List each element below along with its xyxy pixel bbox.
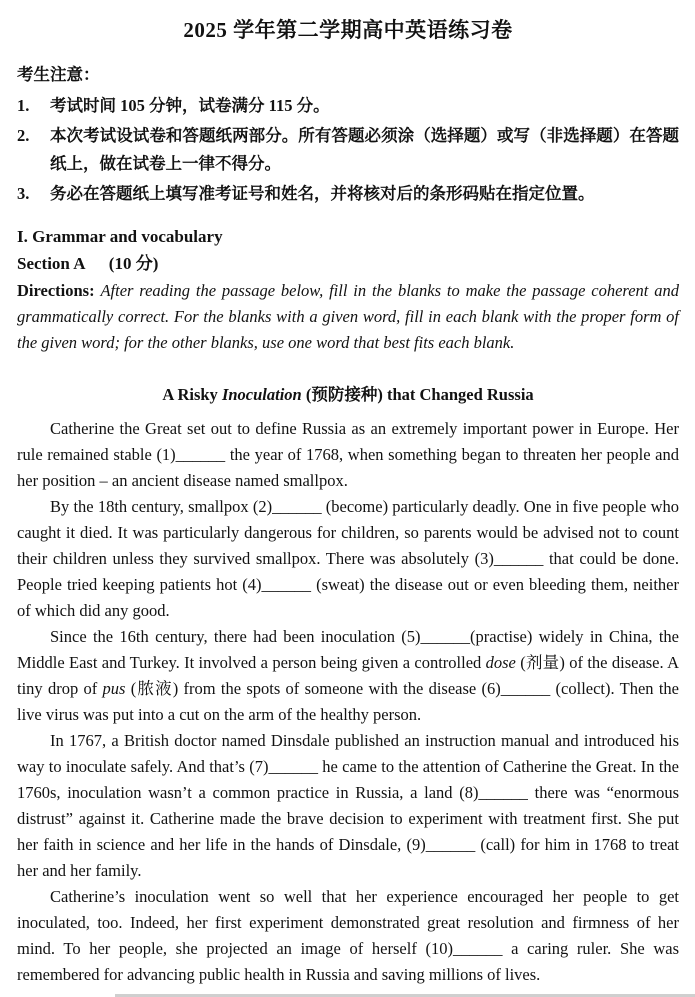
passage: [17, 384, 679, 988]
section-a-heading: [17, 252, 679, 276]
notice-item-number: 1.: [17, 96, 30, 115]
part-heading: I. Grammar and vocabulary: [17, 227, 223, 246]
notice-item-text: 考试时间 105 分钟，试卷满分 115 分。: [50, 96, 330, 115]
notice-item-number: 2.: [17, 126, 30, 145]
notice-item-text: 务必在答题纸上填写准考证号和姓名，并将核对后的条形码贴在指定位置。: [50, 184, 595, 203]
notice-item-1: [17, 92, 679, 120]
notice-section: [17, 62, 679, 208]
passage-title-pre: A Risky: [162, 385, 222, 404]
passage-paragraph-1: Catherine the Great set out to define Russia as an extremely important power in Europe. Her rule remained stable (1)______ the year of 1768, when something began to threaten her people and her position – an ancient disease named smallpox.: [17, 419, 679, 490]
page-title: 2025 学年第二学期高中英语练习卷: [183, 18, 513, 42]
section-a-label: Section A: [17, 254, 85, 273]
passage-title-post: (预防接种) that Changed Russia: [301, 385, 534, 404]
passage-title: [17, 384, 679, 406]
directions: [17, 278, 679, 356]
notice-item-text: 本次考试设试卷和答题纸两部分。所有答题必须涂（选择题）或写（非选择题）在答题纸上，做在试卷上一律不得分。: [50, 126, 679, 173]
notice-heading: 考生注意：: [17, 65, 100, 84]
notice-item-number: 3.: [17, 184, 30, 203]
passage-title-italic-word: Inoculation: [221, 385, 302, 404]
paragraph-3-segment: (脓液) from the spots of someone with the disease (6)______ (collect). Then the live virus was put into a cut on the arm of the healthy person.: [17, 679, 679, 724]
italic-word-pus: pus: [102, 679, 126, 698]
notice-item-3: [17, 180, 679, 208]
paragraph-3-segment: (剂量) of the disease. A tiny drop of: [17, 653, 679, 698]
directions-label: Directions:: [17, 281, 95, 300]
grammar-section: [17, 225, 679, 356]
passage-paragraph-2: By the 18th century, smallpox (2)______ (become) particularly deadly. One in five people who caught it died. It was particularly dangerous for children, so parents would be advised not to count their children unless they survived smallpox. There was absolutely (3)______ that could be done. People tried keeping patients hot (4)______ (sweat) the disease out or even bleeding them, neither of which did any good.: [17, 497, 679, 620]
notice-item-2: [17, 122, 679, 178]
passage-paragraph-4: In 1767, a British doctor named Dinsdale published an instruction manual and introduced his way to inoculate safely. And that’s (7)______ he came to the attention of Catherine the Great. In the 1760s, inoculation wasn’t a common practice in Russia, a land (8)______ there was “enormous distrust” against it. Catherine made the brave decision to experiment with treatment first. She put her faith in science and her life in the hands of Dinsdale, (9)______ (call) for him in 1768 to treat her and her family.: [17, 731, 679, 880]
section-a-score: (10 分): [108, 254, 159, 273]
italic-word-dose: dose: [485, 653, 516, 672]
passage-paragraph-5: Catherine’s inoculation went so well that her experience encouraged her people to get inoculated, too. Indeed, her first experiment demonstrated great resolution and firmness of her mind. To her people, she projected an image of herself (10)______ a caring ruler. She was remembered for advancing public health in Russia and saving millions of lives.: [17, 887, 679, 984]
paragraph-3-segment: Since the 16th century, there had been inoculation (5)______(practise) widely in China, the Middle East and Turkey. It involved a person being given a controlled: [17, 627, 679, 672]
directions-text: After reading the passage below, fill in the blanks to make the passage coherent and grammatically correct. For the blanks with a given word, fill in each blank with the proper form of the given word; for the other blanks, use one word that best fits each blank.: [17, 281, 679, 352]
passage-paragraph-3: [17, 624, 679, 728]
